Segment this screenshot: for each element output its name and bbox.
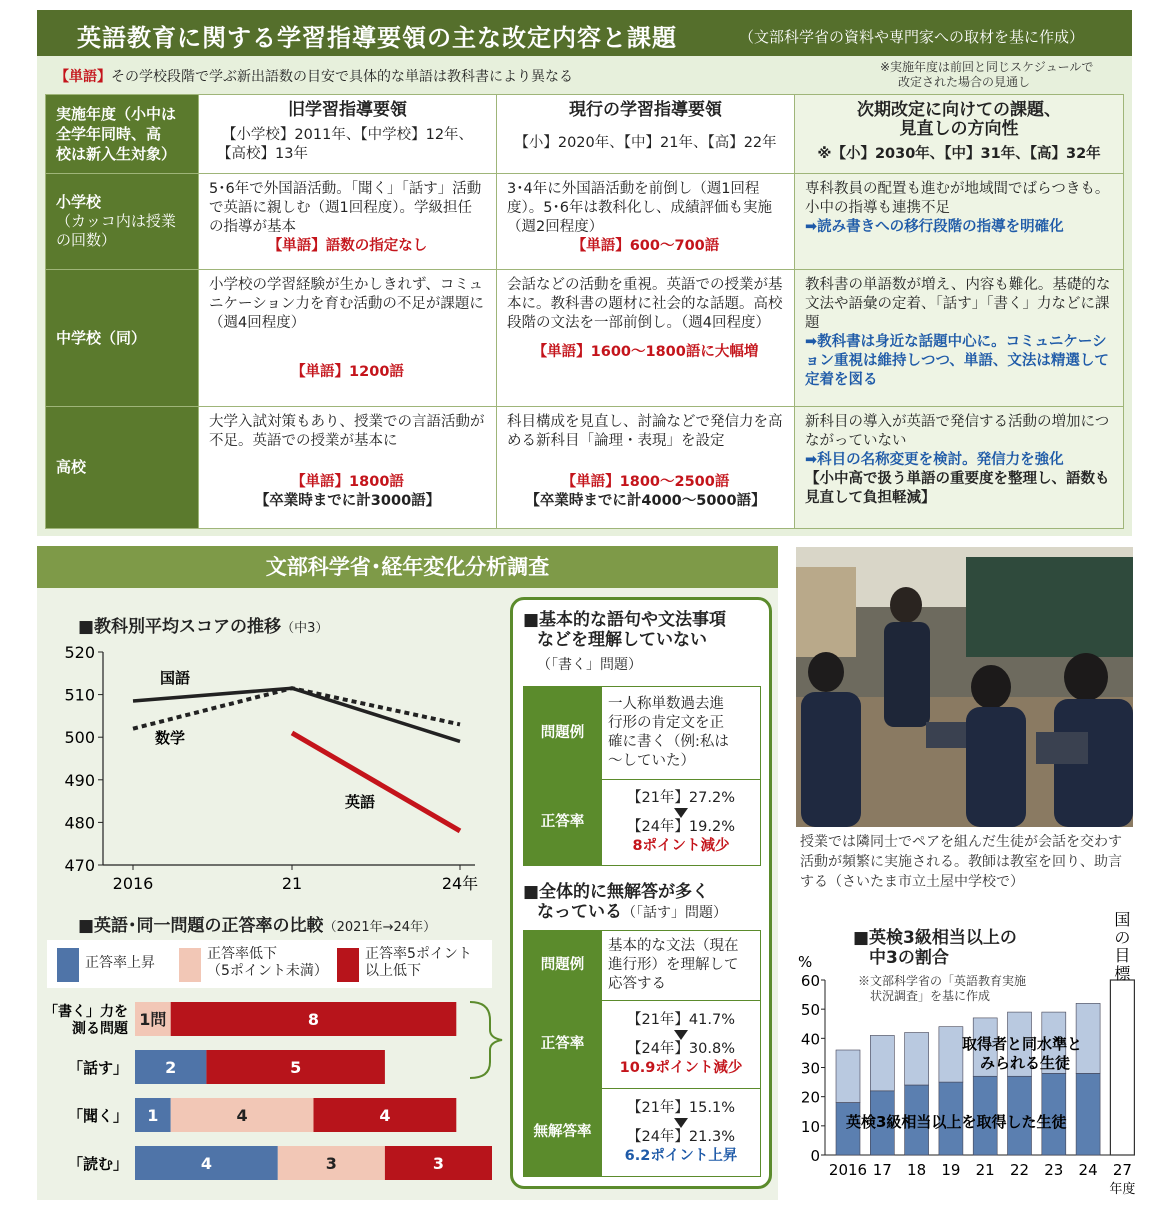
eiken-target-label: の bbox=[1114, 928, 1131, 947]
bracket bbox=[470, 1002, 502, 1078]
y-tick-label: 500 bbox=[64, 728, 95, 748]
bar-value-label: 8 bbox=[307, 1010, 320, 1029]
y-tick-label: 490 bbox=[64, 770, 95, 790]
eiken-bar-chart bbox=[790, 905, 1135, 1205]
series-label-eigo: 英語 bbox=[345, 793, 376, 811]
eiken-y-tick-label: 40 bbox=[800, 1030, 820, 1049]
bar-value-label: 2 bbox=[165, 1058, 177, 1077]
bar-value-label: 4 bbox=[379, 1106, 391, 1125]
bar-value-label: 4 bbox=[200, 1154, 212, 1173]
bar-value-label: 1 bbox=[147, 1106, 159, 1125]
row-label: 高校 bbox=[46, 407, 199, 529]
bar-value-label: 3 bbox=[325, 1154, 337, 1173]
eiken-target-label: 標 bbox=[1114, 964, 1131, 983]
eiken-upper-label: みられる生徒 bbox=[980, 1054, 1071, 1072]
eiken-x-tick-label: 21 bbox=[975, 1161, 995, 1179]
q2-table: 問題例 基本的な文法（現在 進行形）を理解して 応答する 正答率 【21年】41.7% 【24年】30.8% 10.9ポイント減少 無解答率 【21年】15.1% 【24年】21.3% 6.2ポイント上昇 bbox=[523, 930, 761, 1177]
table-header-row bbox=[46, 95, 1124, 174]
bar-legend: 正答率上昇 正答率低下 （5ポイント未満） 正答率5ポイント 以上低下 bbox=[47, 940, 492, 988]
eiken-y-tick-label: 20 bbox=[800, 1088, 820, 1107]
eiken-target-label: 国 bbox=[1114, 910, 1131, 929]
q1-table: 問題例 一人称単数過去進 行形の肯定文を正 確に書く（例:私は ～していた） 正答率 【21年】27.2% 【24年】19.2% 8ポイント減少 bbox=[523, 686, 761, 866]
q2-heading: ■全体的に無解答が多く なっている（「話す」問題） bbox=[523, 882, 727, 922]
bar-row-label: 「話す」 bbox=[67, 1059, 128, 1077]
eiken-x-tick-label: 22 bbox=[1009, 1161, 1030, 1179]
legend-swatch-drop-large bbox=[337, 948, 359, 982]
eiken-bar-acquired bbox=[1076, 1073, 1100, 1155]
row-high-school: 高校 大学入試対策もあり、授業での言語活動が不足。英語での授業が基本に 【単語】1800語 【卒業時までに計3000語】 科目構成を見直し、討論などで発信力を高める新科目「論理・表現」を設定 【単語】1800～2500語 【卒業時までに計4000～5000語】 新科目の導入が英語で発信する活動の増加につながっていない ➡科目の名称変更を検討。発信力を強化 【小中高で扱う単語の重要度を整理し、語数も見直して負担軽減】 bbox=[46, 407, 1124, 529]
line-series-数学 bbox=[133, 688, 460, 728]
eiken-x-unit: 年度 bbox=[1109, 1182, 1135, 1197]
banner bbox=[37, 10, 1132, 56]
col-current: 現行の学習指導要領 【小】2020年、【中】21年、【高】22年 bbox=[497, 95, 795, 174]
line-chart-title: ■教科別平均スコアの推移（中3） bbox=[78, 617, 329, 637]
eiken-x-tick-label: 18 bbox=[907, 1161, 927, 1179]
eiken-bar-equivalent bbox=[939, 1027, 963, 1082]
eiken-note: ※文部科学省の「英語教育実施 状況調査」を基に作成 bbox=[858, 974, 1027, 1003]
bar-row-label: 「聞く」 bbox=[67, 1107, 128, 1125]
eiken-lower-label: 英検3級相当以上を取得した生徒 bbox=[846, 1113, 1067, 1131]
eiken-y-tick-label: 0 bbox=[810, 1147, 820, 1165]
eiken-y-tick-label: 50 bbox=[800, 1001, 820, 1020]
eiken-x-tick-label: 23 bbox=[1044, 1161, 1064, 1179]
bar-value-label: 5 bbox=[290, 1058, 302, 1077]
line-series-英語 bbox=[292, 733, 460, 831]
schedule-note: ※実施年度は前回と同じスケジュールで 改定された場合の見通し bbox=[880, 60, 1094, 89]
bar-value-label: 4 bbox=[236, 1106, 248, 1125]
y-tick-label: 480 bbox=[64, 813, 95, 833]
series-label-sugaku: 数学 bbox=[155, 729, 186, 747]
eiken-x-tick-label: 19 bbox=[941, 1161, 961, 1179]
row-junior-high: 中学校（同） 小学校の学習経験が生かしきれず、コミュニケーション力を育む活動の不足が課題に（週4回程度） 【単語】1200語 会話などの活動を重視。英語での授業が基本に。教科書の題材に社会的な話題。高校段階の文法を一部前倒し。（週4回程度） 【単語】1600～1800語に大幅増 教科書の単語数が増え、内容も難化。基礎的な文法や語彙の定着、「話す」「書く」力などに課題 ➡教科書は身近な話題中心に。コミュニケーション重視は維持しつつ、単語、文法は精選して定着を図る bbox=[46, 270, 1124, 407]
eiken-bar-equivalent bbox=[836, 1050, 860, 1103]
photo-caption: 授業では隣同士でペアを組んだ生徒が会話を交わす活動が頻繁に実施される。教師は教室を回り、助言する（さいたま市立土屋中学校で） bbox=[800, 834, 1122, 890]
bar-value-label: 1問 bbox=[139, 1010, 167, 1029]
page-title: 英語教育に関する学習指導要領の主な改定内容と課題 bbox=[77, 24, 677, 52]
bar-row-label: 「読む」 bbox=[67, 1155, 128, 1173]
eiken-upper-label: 取得者と同水準と bbox=[962, 1035, 1083, 1053]
x-tick-label: 24年 bbox=[441, 874, 479, 893]
col-next: 次期改定に向けての課題、 見直しの方向性 ※【小】2030年、【中】31年、【高】32年 bbox=[795, 95, 1124, 174]
eiken-x-tick-label: 2016 bbox=[828, 1161, 868, 1179]
classroom-photo-illustration bbox=[796, 547, 1133, 827]
eiken-chart-title: ■英検3級相当以上の 中3の割合 bbox=[853, 928, 1017, 968]
eiken-x-tick-label: 27 bbox=[1112, 1161, 1132, 1179]
classroom-photo bbox=[796, 547, 1133, 827]
x-tick-label: 21 bbox=[281, 874, 303, 893]
bar-value-label: 3 bbox=[432, 1154, 445, 1173]
eiken-bar-equivalent bbox=[905, 1033, 929, 1086]
bar-chart-title: ■英語･同一問題の正答率の比較（2021年→24年） bbox=[78, 916, 437, 936]
eiken-target-bar bbox=[1110, 980, 1134, 1155]
survey-heading: 文部科学省･経年変化分析調査 bbox=[37, 546, 778, 588]
eiken-bar-equivalent bbox=[870, 1035, 894, 1090]
y-tick-label: 520 bbox=[64, 643, 95, 662]
row-label: 小学校 （カッコ内は授業 の回数） bbox=[46, 174, 199, 270]
x-tick-label: 2016 bbox=[112, 874, 154, 893]
y-tick-label: 470 bbox=[64, 856, 95, 875]
eiken-x-tick-label: 17 bbox=[872, 1161, 892, 1179]
word-note: 【単語】その学校段階で学ぶ新出語数の目安で具体的な単語は教科書により異なる bbox=[55, 69, 573, 85]
score-line-chart bbox=[55, 635, 505, 900]
question-info-box: ■基本的な語句や文法事項 などを理解していない （「書く」問題） 問題例 一人称単数過去進 行形の肯定文を正 確に書く（例:私は ～していた） 正答率 【21年】27.2% 【24年】19.2% 8ポイント減少 ■全体的に無解答が多く なっている（「話す」問題） 問題例 基本的な文法（現在 進行形）を理解して 応答する 正答率 【21年】41.7% 【24年】30.8% 10.9ポイント減少 無解答率 【21年】15.1% 【24年】21.3% 6.2ポイント上昇 bbox=[510, 597, 772, 1189]
source-note: （文部科学省の資料や専門家への取材を基に作成） bbox=[739, 28, 1085, 46]
legend-swatch-rise bbox=[57, 948, 79, 982]
row-elementary: 小学校 （カッコ内は授業 の回数） 5･6年で外国語活動。「聞く」「話す」活動で英語に親しむ（週1回程度）。学級担任の指導が基本 【単語】語数の指定なし 3･4年に外国語活動を前倒し（週1回程度）。5･6年は教科化し、成績評価も実施（週2回程度） 【単語】600～700語 専科教員の配置も進むが地域間でばらつきも。小中の指導も連携不足 ➡読み書きへの移行段階の指導を明確化 bbox=[46, 174, 1124, 270]
eiken-target-label: 目 bbox=[1114, 946, 1131, 965]
eiken-pct-label: % bbox=[798, 953, 813, 971]
curriculum-table bbox=[45, 94, 1124, 529]
row-label: 中学校（同） bbox=[46, 270, 199, 407]
q1-heading: ■基本的な語句や文法事項 などを理解していない bbox=[523, 610, 727, 650]
legend-swatch-drop-small bbox=[179, 948, 201, 982]
corner-cell: 実施年度（小中は 全学年同時、高 校は新入生対象） bbox=[46, 95, 199, 174]
accuracy-bar-chart bbox=[40, 990, 510, 1195]
y-tick-label: 510 bbox=[64, 685, 95, 705]
eiken-y-tick-label: 10 bbox=[800, 1117, 820, 1136]
col-old: 旧学習指導要領 【小学校】2011年、【中学校】12年、 【高校】13年 bbox=[199, 95, 497, 174]
series-label-kokugo: 国語 bbox=[160, 669, 191, 687]
bar-row-label: 「書く」力を bbox=[44, 1004, 128, 1020]
eiken-y-tick-label: 60 bbox=[800, 972, 820, 990]
bar-row-label: 測る問題 bbox=[72, 1021, 128, 1037]
eiken-y-tick-label: 30 bbox=[800, 1059, 820, 1078]
eiken-x-tick-label: 24 bbox=[1078, 1161, 1098, 1179]
